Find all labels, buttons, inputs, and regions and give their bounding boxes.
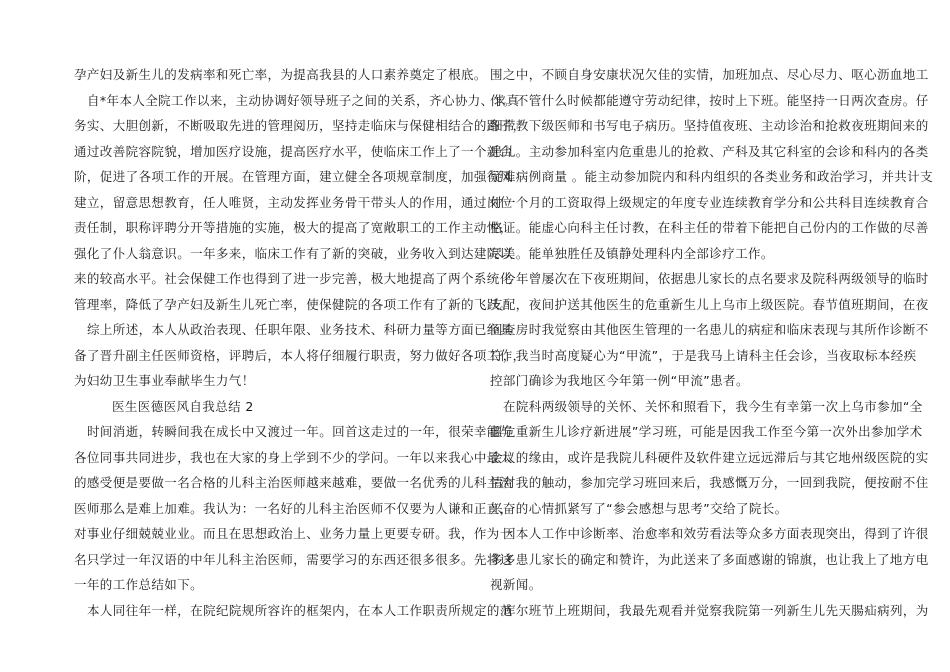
text-line: 时间消逝，转瞬间我在成长中又渡过一年。回首这走过的一年，很荣幸能与	[87, 424, 513, 439]
text-line: 本人同往年一样，在院纪院规所容许的框架内，在本人工作职责所规定的范	[87, 602, 513, 618]
text-line: 建立，留意思想教育，任人唯贤，主动发挥业务骨干带头人的作用，通过岗位	[74, 194, 513, 210]
text-line: 支配，夜间护送其他医生的危重新生儿上乌市上级医院。春节值班期间，在夜	[490, 296, 929, 312]
text-line: 名只学过一年汉语的中年儿科主治医师，需要学习的东西还很多很多。先将这	[74, 551, 513, 567]
text-line: 在院科两级领导的关怀、关怀和照看下，我今生有幸第一次上乌市参加“全	[503, 398, 923, 414]
text-line: 备了晋升副主任医师资格，评聘后，本人将仔细履行职责，努力做好各项工作，	[74, 347, 526, 363]
text-line: 作。不管什么时候都能遵守劳动纪律，按时上下班。能坚持一日两次查房。仔	[490, 92, 929, 108]
text-line: 视新闻。	[490, 577, 542, 592]
section-heading: 医生医德医风自我总结 2	[112, 398, 254, 414]
text-line: 务实、大胆创新，不断吸取先进的管理阅历，坚持走临床与保健相结合的路子，	[74, 118, 526, 133]
text-line: 一年的工作总结如下。	[74, 577, 204, 592]
text-line: 疆危重新生儿诊疗新进展”学习班，可能是因我工作至今第一次外出参加学术	[490, 424, 923, 439]
right-column	[490, 62, 933, 623]
text-line: 情对我的触动，参加完学习班回来后，我感慨万分，一回到我院，便按耐不住	[490, 475, 929, 490]
text-line: 多多患儿家长的确定和赞许，为此送来了多面感谢的锦旗，也让我上了地方电	[490, 551, 929, 567]
text-line: 的感受便是要做一名合格的儿科主治医师越来越难，要做一名优秀的儿科主治	[74, 475, 513, 490]
text-line: 通过改善院容院貌，增加医疗设施，提高医疗水平，使临床工作上了一个新台	[74, 143, 513, 159]
text-line: 各位同事共同进步，我也在大家的身上学到不少的学问。一年以来我心中最大	[74, 449, 513, 465]
text-line: 管理率，降低了孕产妇及新生儿死亡率，使保健院的各项工作有了新的飞跃。	[74, 296, 513, 312]
text-line: 为妇幼卫生事业奉献毕生力气！	[74, 373, 255, 388]
text-line: 对事业仔细兢兢业业。而且在思想政治上、业务力量上更要专研。我，作为一	[74, 526, 513, 541]
text-line: 孕产妇及新生儿的发病率和死亡率，为提高我县的人口素养奠定了根底。	[74, 67, 487, 82]
text-line: 控部门确诊为我地区今年第一例“甲流”患者。	[490, 373, 749, 388]
text-line: 患儿。主动参加科室内危重患儿的抢救、产科及其它科室的会诊和科内的各类	[490, 143, 929, 159]
text-line: 因本人工作中诊断率、治愈率和效劳看法等众多方面表现突出，得到了许很	[503, 526, 929, 541]
text-line: 付一个月的工资取得上级规定的年度专业连续教育学分和公共科目连续教育合	[490, 194, 929, 210]
text-line: 尽美。能单独胜任及镇静处理科内全部诊疗工作。	[490, 245, 774, 261]
text-line: 疑难病例商量 。能主动参加院内和科内组织的各类业务和政治学习，并共计支	[490, 169, 933, 184]
text-line: 格证。能虚心向科主任讨教，在科主任的带着下能把自己份内的工作做的尽善	[490, 220, 929, 235]
text-line: 综上所述，本人从政治表现、任职年限、业务技术、科研力量等方面已经具	[87, 322, 513, 337]
text-line: 细带教下级医师和书写电子病历。坚持值夜班、主动诊治和抢救夜班期间来的	[490, 118, 929, 133]
text-line: 今年曾屡次在下夜班期间，依据患儿家长的点名要求及院科两级领导的临时	[503, 271, 929, 286]
text-line: 兴奋的心情抓紧写了“参会感想与思考”交给了院长。	[490, 500, 788, 516]
text-line: 自*年本人全院工作以来，主动协调好领导班子之间的关系，齐心协力、求真	[87, 92, 520, 108]
text-line: 医师那么是难上加难。我认为：一名好的儿科主治医师不仅要为人谦和正直，	[74, 500, 513, 516]
text-line: 来的较高水平。社会保健工作也得到了进一步完善，极大地提高了两个系统化	[74, 271, 513, 286]
text-line: 库尔班节上班期间，我最先观看并觉察我院第一列新生儿先天腸疝病列，为	[503, 602, 929, 618]
text-line: 强化了仆人翁意识。一年多来，临床工作有了新的突破，业务收入到达建院以	[74, 245, 513, 261]
text-line: 围之中，不顾自身安康状况欠佳的实情，加班加点、尽心尽力、呕心沥血地工	[490, 67, 929, 82]
text-line: 责任制，职称评聘分开等措施的实施，极大的提高了宽敞职工的工作主动性，	[74, 220, 513, 235]
text-line: 符，我当时高度疑心为“甲流”，于是我马上请科主任会诊，当夜取标本经疾	[490, 347, 917, 363]
text-line: 会议的缘由，或许是我院儿科硬件及软件建立远远滞后与其它地州级医院的实	[490, 449, 929, 465]
text-line: 间查房时我觉察由其他医生管理的一名患儿的病症和临床表现与其所作诊断不	[490, 322, 929, 337]
text-line: 阶，促进了各项工作的开展。在管理方面，建立健全各项规章制度，加强行风	[74, 169, 513, 184]
